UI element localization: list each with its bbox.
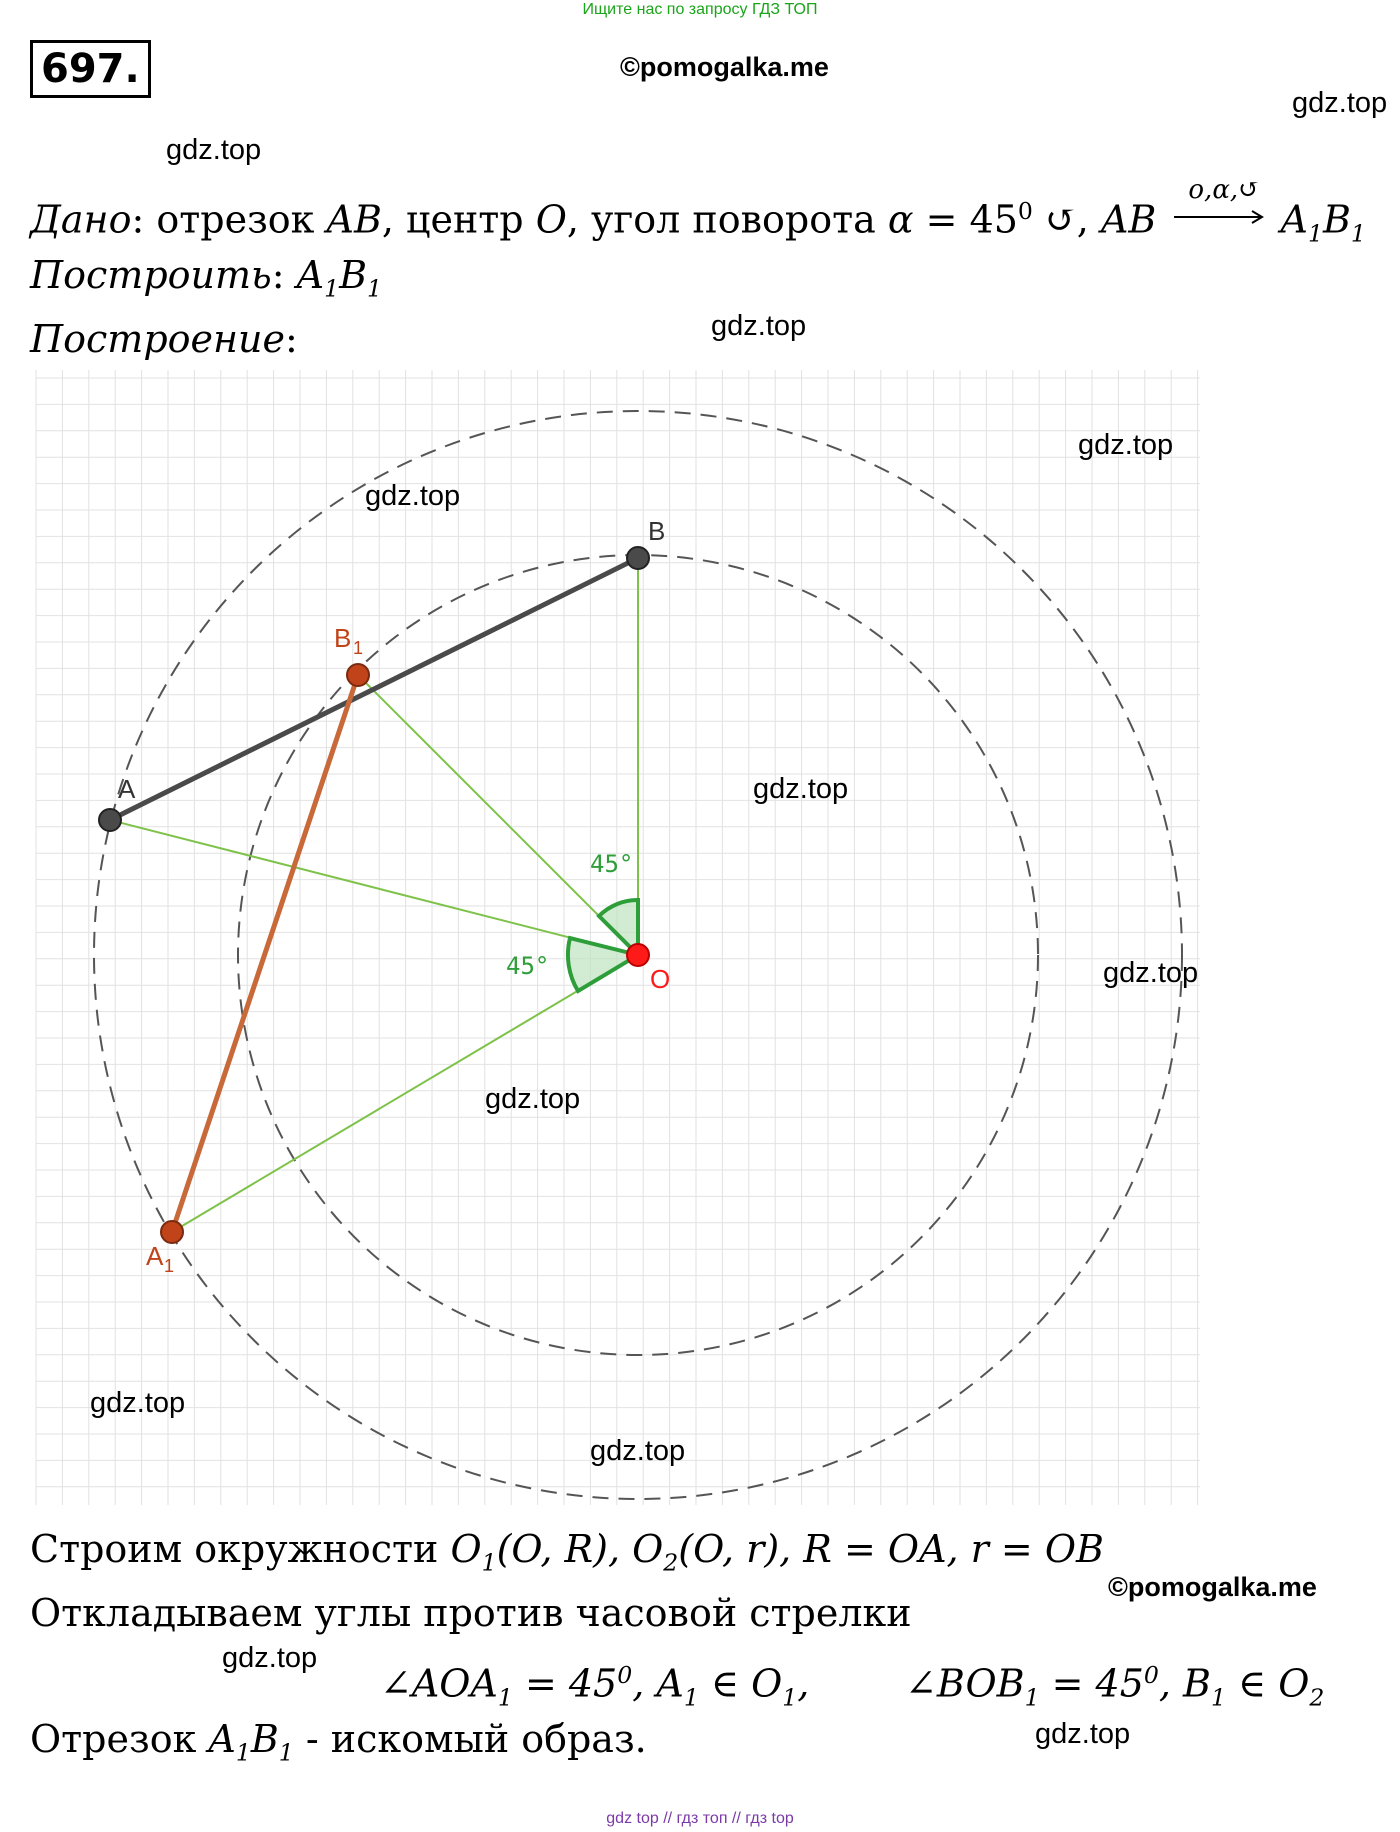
subscript: 1 xyxy=(481,1548,497,1577)
problem-number: 697. xyxy=(30,40,151,98)
degree-sup: 0 xyxy=(617,1661,633,1689)
watermark: gdz.top xyxy=(1103,957,1199,989)
text: = 45 xyxy=(512,1661,618,1706)
subscript: 1 xyxy=(367,274,382,303)
build-label: Построить xyxy=(30,253,272,297)
point-a1 xyxy=(161,1221,183,1243)
subscript: 1 xyxy=(235,1738,251,1767)
text: - искомый образ. xyxy=(293,1717,647,1761)
point-b1 xyxy=(347,664,369,686)
text-line-3a xyxy=(380,1652,809,1720)
segment-ab: AB xyxy=(326,197,382,242)
given-line xyxy=(30,174,1366,256)
construction-line xyxy=(30,316,298,362)
watermark: gdz.top xyxy=(90,1387,186,1419)
point-b1: B xyxy=(1322,197,1351,242)
text: Строим окружности xyxy=(30,1527,451,1571)
text: ∠BOB xyxy=(905,1661,1025,1706)
angle-label-aoa1: 45° xyxy=(506,952,550,980)
copyright-bottom: ©pomogalka.me xyxy=(1108,1572,1317,1602)
subscript: 2 xyxy=(663,1548,679,1577)
label-o: O xyxy=(650,964,671,994)
mapping-arrow xyxy=(1168,174,1268,237)
degree-sup: 0 xyxy=(1017,197,1033,225)
construction-label: Построение xyxy=(30,317,286,361)
segment-a1b1 xyxy=(172,675,358,1232)
watermark: gdz.top xyxy=(753,773,849,805)
label-a1-sub: 1 xyxy=(164,1256,175,1276)
label-b1: B xyxy=(334,623,352,653)
subscript: 1 xyxy=(497,1683,513,1712)
subscript: 1 xyxy=(782,1683,798,1712)
label-a: A xyxy=(118,774,136,804)
degree-sup: 0 xyxy=(1143,1661,1159,1689)
text: Отрезок xyxy=(30,1717,209,1761)
watermark: gdz.top xyxy=(1292,87,1388,119)
text-line-2: Откладываем углы против часовой стрелки xyxy=(30,1591,912,1635)
bottom-links[interactable]: gdz top // гдз топ // гдз top xyxy=(606,1810,794,1827)
point-b1: B xyxy=(250,1717,279,1761)
point-a1: A xyxy=(1280,197,1308,242)
label-a1: A xyxy=(146,1241,164,1271)
watermark: gdz.top xyxy=(711,310,807,342)
text-line-1 xyxy=(30,1526,1104,1586)
rotation-sign: ↺, xyxy=(1032,197,1101,242)
ray-ob1 xyxy=(358,675,638,955)
arrow-label: o,α,↺ xyxy=(1188,174,1260,205)
subscript: 1 xyxy=(1210,1683,1226,1712)
watermark: gdz.top xyxy=(590,1435,686,1467)
text: , xyxy=(797,1661,810,1706)
alpha: α xyxy=(887,197,914,242)
subscript: 2 xyxy=(1309,1683,1325,1712)
label-b1-sub: 1 xyxy=(353,638,364,658)
segment-ab xyxy=(110,558,638,820)
text: , A xyxy=(632,1661,684,1706)
watermark: gdz.top xyxy=(1035,1718,1131,1750)
point-b xyxy=(627,547,649,569)
text: ∈ O xyxy=(1225,1661,1310,1706)
watermark: gdz.top xyxy=(485,1083,581,1115)
point-o xyxy=(627,944,649,966)
colon: : xyxy=(271,253,297,297)
label-b: B xyxy=(648,516,666,546)
equals: = 45 xyxy=(913,197,1018,242)
circle-o2-name: O xyxy=(632,1527,664,1571)
arrow-icon xyxy=(1168,197,1268,237)
point-a xyxy=(99,809,121,831)
top-banner: Ищите нас по запросу ГДЗ ТОП xyxy=(582,1,818,18)
circle-o1-name: O xyxy=(450,1527,482,1571)
given-text: , центр xyxy=(381,197,536,242)
center-o: O xyxy=(535,197,567,242)
text-line-3b xyxy=(905,1652,1324,1720)
text: ∈ O xyxy=(698,1661,783,1706)
colon: : xyxy=(285,317,298,361)
text: = 45 xyxy=(1039,1661,1144,1706)
text: , B xyxy=(1158,1661,1211,1706)
ray-oa xyxy=(110,820,638,955)
watermark: gdz.top xyxy=(222,1642,318,1674)
given-text: , угол поворота xyxy=(566,197,888,242)
subscript: 1 xyxy=(324,274,340,303)
point-a1: A xyxy=(296,253,325,297)
subscript: 1 xyxy=(1350,219,1366,248)
angle-label-bob1: 45° xyxy=(590,850,634,878)
subscript: 1 xyxy=(1024,1683,1040,1712)
text: ∠AOA xyxy=(380,1661,498,1706)
point-b1: B xyxy=(339,253,367,297)
watermark: gdz.top xyxy=(166,134,262,166)
point-a1: A xyxy=(208,1717,236,1761)
text: (O, R), xyxy=(496,1527,633,1571)
given-label: Дано xyxy=(30,197,132,242)
subscript: 1 xyxy=(683,1683,699,1712)
text: (O, r), R = OA, r = OB xyxy=(678,1527,1104,1571)
watermark: gdz.top xyxy=(365,480,461,512)
build-line xyxy=(30,252,382,312)
text-line-4 xyxy=(30,1716,647,1776)
watermark: gdz.top xyxy=(1078,429,1174,461)
subscript: 1 xyxy=(1307,219,1323,248)
subscript: 1 xyxy=(278,1738,294,1767)
construction-figure xyxy=(0,370,1230,1530)
given-text: : отрезок xyxy=(131,197,327,242)
copyright-top: ©pomogalka.me xyxy=(620,52,829,82)
segment-ab: AB xyxy=(1100,197,1157,242)
